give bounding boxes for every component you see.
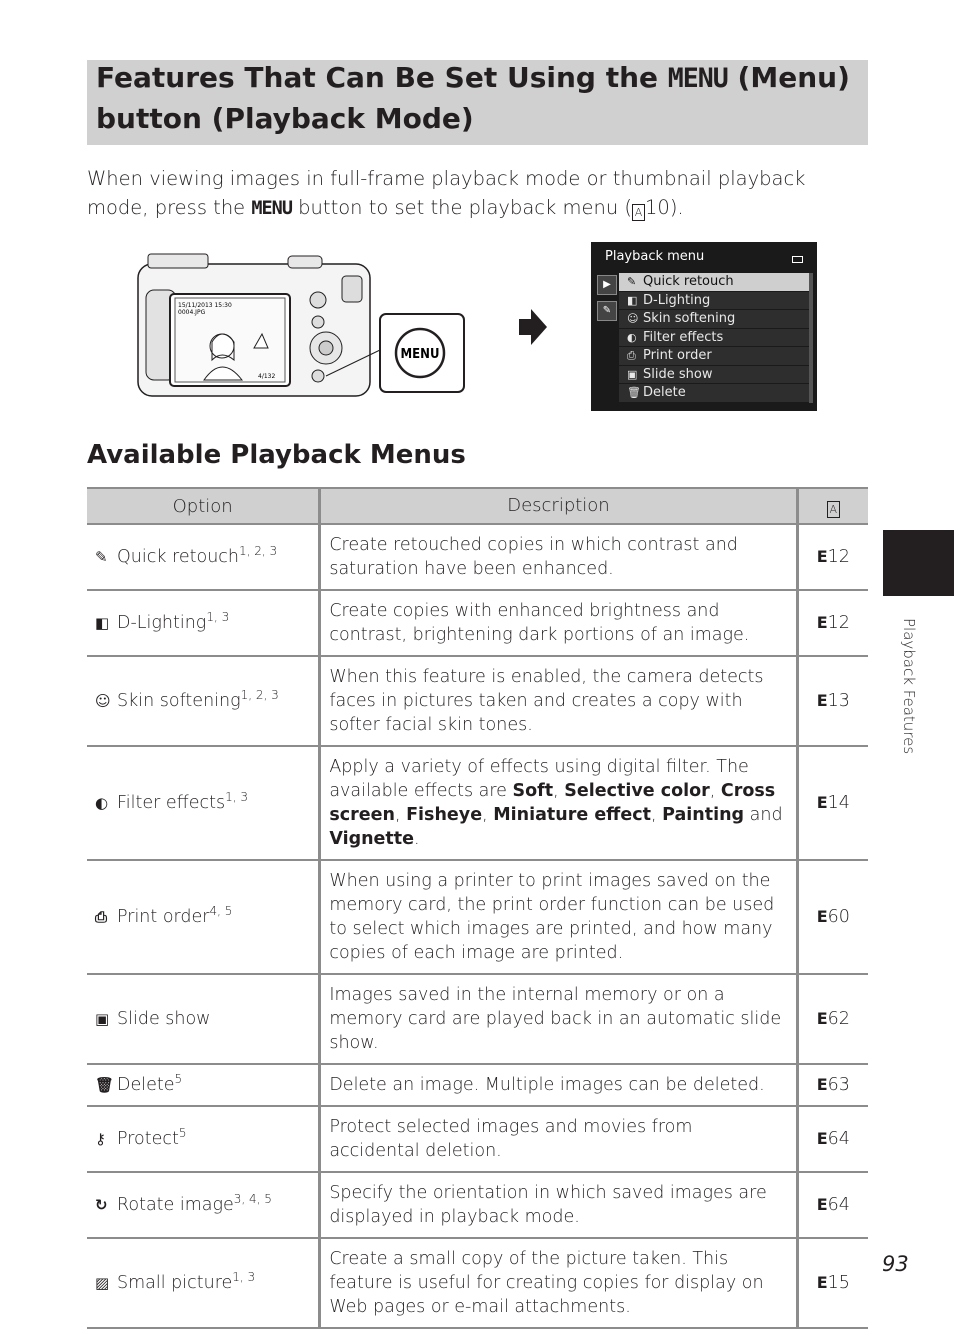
header-option: Option — [87, 488, 320, 524]
lcd-item-slide-show[interactable]: ▣ Slide show — [619, 366, 809, 384]
reference-section-icon: E — [816, 613, 828, 632]
footnote-ref: 5 — [174, 1072, 183, 1086]
lcd-item-filter-effects[interactable]: ◐ Filter effects — [619, 329, 809, 347]
description-cell — [320, 1172, 797, 1238]
quick-retouch-icon: ✎ — [95, 548, 108, 566]
footnote-ref: 1, 2, 3 — [239, 544, 278, 558]
option-label: Delete — [117, 1075, 175, 1095]
footnote-ref: 1, 3 — [232, 1270, 256, 1284]
option-label: Quick retouch — [117, 547, 239, 567]
description-text: , — [709, 781, 721, 801]
section-title: Available Playback Menus — [87, 440, 466, 470]
menu-button-label: MENU — [400, 347, 440, 362]
lcd-item-d-lighting[interactable]: ◧ D-Lighting — [619, 292, 809, 310]
footnote-ref: 1, 3 — [206, 610, 230, 624]
print-order-icon: ⎙ — [95, 908, 108, 926]
option-cell — [87, 656, 320, 746]
reference-section-icon: E — [816, 1273, 828, 1292]
setup-wrench-icon[interactable]: ✎ — [597, 301, 617, 321]
menu-button-glyph: MENU — [667, 63, 728, 94]
reference-cell — [797, 746, 868, 860]
filter-effects-icon: ◐ — [95, 794, 109, 812]
screen-counter: 4/132 — [258, 373, 276, 380]
description-text: Apply a variety of effects using digital filter. The available effects are — [329, 757, 749, 801]
option-cell — [87, 746, 320, 860]
reference-cell — [797, 1238, 868, 1328]
description-text: Images saved in the internal memory or on a memory card are played back in an automatic slide show. — [329, 985, 782, 1053]
quick-retouch-icon: ✎ — [627, 275, 637, 288]
lcd-side-tabs — [597, 275, 617, 327]
description-text: When this feature is enabled, the camera detects faces in pictures taken and creates a copy with softer facial skin tones. — [329, 667, 764, 735]
effect-name: Cross screen — [329, 781, 776, 825]
option-label: Protect — [117, 1129, 179, 1149]
option-label: Slide show — [117, 1009, 211, 1029]
option-label: Small picture — [117, 1273, 233, 1293]
reference-cell — [797, 1172, 868, 1238]
trash-icon: 🗑 — [627, 386, 641, 399]
description-cell — [320, 860, 797, 974]
reference-page: 60 — [827, 907, 850, 927]
footnote-ref: 4, 5 — [209, 904, 233, 918]
option-label: D-Lighting — [117, 613, 207, 633]
d-lighting-icon: ◧ — [95, 614, 110, 632]
description-text: Specify the orientation in which saved images are displayed in playback mode. — [329, 1183, 767, 1227]
key-icon: ⚷ — [95, 1130, 106, 1148]
d-lighting-icon: ◧ — [627, 293, 638, 307]
playback-menus-table — [87, 487, 868, 1329]
reference-page: 62 — [827, 1009, 850, 1029]
small-picture-icon: ▨ — [95, 1274, 110, 1292]
option-cell — [87, 974, 320, 1064]
description-cell — [320, 974, 797, 1064]
option-cell — [87, 1172, 320, 1238]
intro-paragraph: When viewing images in full-frame playback mode or thumbnail playback mode, press the MENU button to set the playback menu ( A 10). — [87, 167, 806, 219]
reference-section-icon: E — [816, 547, 828, 566]
lcd-scrollbar[interactable] — [809, 273, 813, 403]
table-row — [87, 1064, 868, 1106]
description-cell — [320, 524, 797, 590]
table-row — [87, 1238, 868, 1328]
lcd-title: Playback menu — [605, 249, 705, 264]
description-text: When using a printer to print images saved on the memory card, the print order function can be used to select which images are printed, and how many copies of each image are printed. — [329, 871, 775, 963]
effect-name: Fisheye — [406, 805, 483, 825]
option-cell — [87, 590, 320, 656]
menu-button-glyph: MENU — [251, 198, 292, 219]
footnote-ref: 1, 3 — [225, 790, 248, 804]
rotate-icon: ↻ — [95, 1196, 108, 1214]
option-label: Skin softening — [117, 691, 241, 711]
table-header-row — [87, 488, 868, 524]
reference-book-icon: A — [827, 501, 840, 518]
reference-section-icon: E — [816, 793, 828, 812]
playback-tab-icon[interactable]: ▶ — [597, 275, 617, 295]
description-cell — [320, 746, 797, 860]
battery-icon — [792, 256, 803, 263]
playback-menu-screen — [591, 242, 817, 411]
reference-section-icon: E — [816, 691, 828, 710]
option-cell — [87, 1106, 320, 1172]
reference-section-icon: E — [816, 1195, 828, 1214]
option-cell — [87, 524, 320, 590]
reference-cell — [797, 656, 868, 746]
trash-icon: 🗑 — [95, 1076, 115, 1094]
description-text: Create copies with enhanced brightness and contrast, brightening dark portions of an image. — [329, 601, 750, 645]
description-text: , — [394, 805, 407, 825]
screen-date: 15/11/2013 15:30 — [178, 302, 232, 309]
option-label: Rotate image — [117, 1195, 234, 1215]
reference-cell — [797, 974, 868, 1064]
lcd-menu-list — [619, 273, 809, 403]
description-cell — [320, 1064, 797, 1106]
filter-effects-icon: ◐ — [627, 330, 637, 344]
reference-page: 14 — [827, 793, 850, 813]
description-text: , — [482, 805, 494, 825]
table-row — [87, 1172, 868, 1238]
table-row — [87, 524, 868, 590]
reference-cell — [797, 1064, 868, 1106]
description-text: , — [650, 805, 663, 825]
table-row — [87, 974, 868, 1064]
option-label: Print order — [117, 907, 210, 927]
description-text: Delete an image. Multiple images can be deleted. — [329, 1075, 765, 1095]
description-text: and — [744, 805, 783, 825]
slide-show-icon: ▣ — [95, 1010, 110, 1028]
description-text: . — [414, 829, 420, 849]
table-row — [87, 656, 868, 746]
slide-show-icon: ▣ — [627, 367, 638, 381]
option-label: Filter effects — [117, 793, 226, 813]
reference-book-icon: A — [632, 204, 645, 221]
reference-cell — [797, 524, 868, 590]
chapter-tab — [883, 530, 954, 596]
reference-page: 13 — [827, 691, 850, 711]
footnote-ref: 5 — [178, 1126, 187, 1140]
table-row — [87, 1106, 868, 1172]
reference-page: 12 — [827, 613, 850, 633]
description-cell — [320, 590, 797, 656]
reference-section-icon: E — [816, 1129, 828, 1148]
arrow-right-icon — [517, 307, 549, 347]
lcd-item-delete[interactable]: 🗑 Delete — [619, 384, 809, 402]
screen-file: 0004.JPG — [178, 309, 206, 316]
reference-page: 12 — [827, 547, 850, 567]
reference-cell — [797, 1106, 868, 1172]
print-order-icon: ⎙ — [627, 349, 636, 362]
reference-page: 15 — [827, 1273, 850, 1293]
reference-section-icon: E — [816, 907, 828, 926]
option-cell — [87, 860, 320, 974]
option-cell — [87, 1064, 320, 1106]
lcd-item-skin-softening[interactable]: ☺ Skin softening — [619, 310, 809, 328]
description-text: , — [553, 781, 565, 801]
description-text: Create retouched copies in which contrast and saturation have been enhanced. — [329, 535, 738, 579]
reference-cell — [797, 590, 868, 656]
footnote-ref: 1, 2, 3 — [240, 688, 279, 702]
effect-name: Soft — [512, 781, 554, 801]
description-text: Create a small copy of the picture taken. This feature is useful for creating copies for display on Web pages or e-mail attachments. — [329, 1249, 764, 1317]
header-description: Description — [320, 488, 797, 524]
description-cell — [320, 1238, 797, 1328]
effect-name: Vignette — [329, 829, 415, 849]
skin-softening-icon: ☺ — [627, 312, 639, 325]
description-text: Protect selected images and movies from accidental deletion. — [329, 1117, 693, 1161]
chapter-label: Playback Features — [900, 618, 918, 755]
reference-section-icon: E — [816, 1075, 828, 1094]
table-row — [87, 860, 868, 974]
table-row — [87, 590, 868, 656]
footnote-ref: 3, 4, 5 — [233, 1192, 272, 1206]
reference-page: 63 — [827, 1075, 850, 1095]
description-cell — [320, 1106, 797, 1172]
reference-page: 64 — [827, 1195, 850, 1215]
description-cell — [320, 656, 797, 746]
header-ref — [797, 488, 868, 524]
reference-cell — [797, 860, 868, 974]
page-title: Features That Can Be Set Using the MENU (Menu) button (Playback Mode) — [96, 61, 850, 135]
lcd-item-quick-retouch[interactable]: ✎ Quick retouch — [619, 273, 809, 291]
reference-section-icon: E — [816, 1009, 828, 1028]
effect-name: Selective color — [564, 781, 710, 801]
effect-name: Miniature effect — [493, 805, 651, 825]
lcd-item-print-order[interactable]: ⎙ Print order — [619, 347, 809, 365]
effect-name: Painting — [662, 805, 745, 825]
page-number: 93 — [882, 1252, 909, 1276]
option-cell — [87, 1238, 320, 1328]
skin-softening-icon: ☺ — [95, 692, 111, 710]
reference-page: 64 — [827, 1129, 850, 1149]
camera-illustration — [130, 250, 470, 400]
table-row — [87, 746, 868, 860]
